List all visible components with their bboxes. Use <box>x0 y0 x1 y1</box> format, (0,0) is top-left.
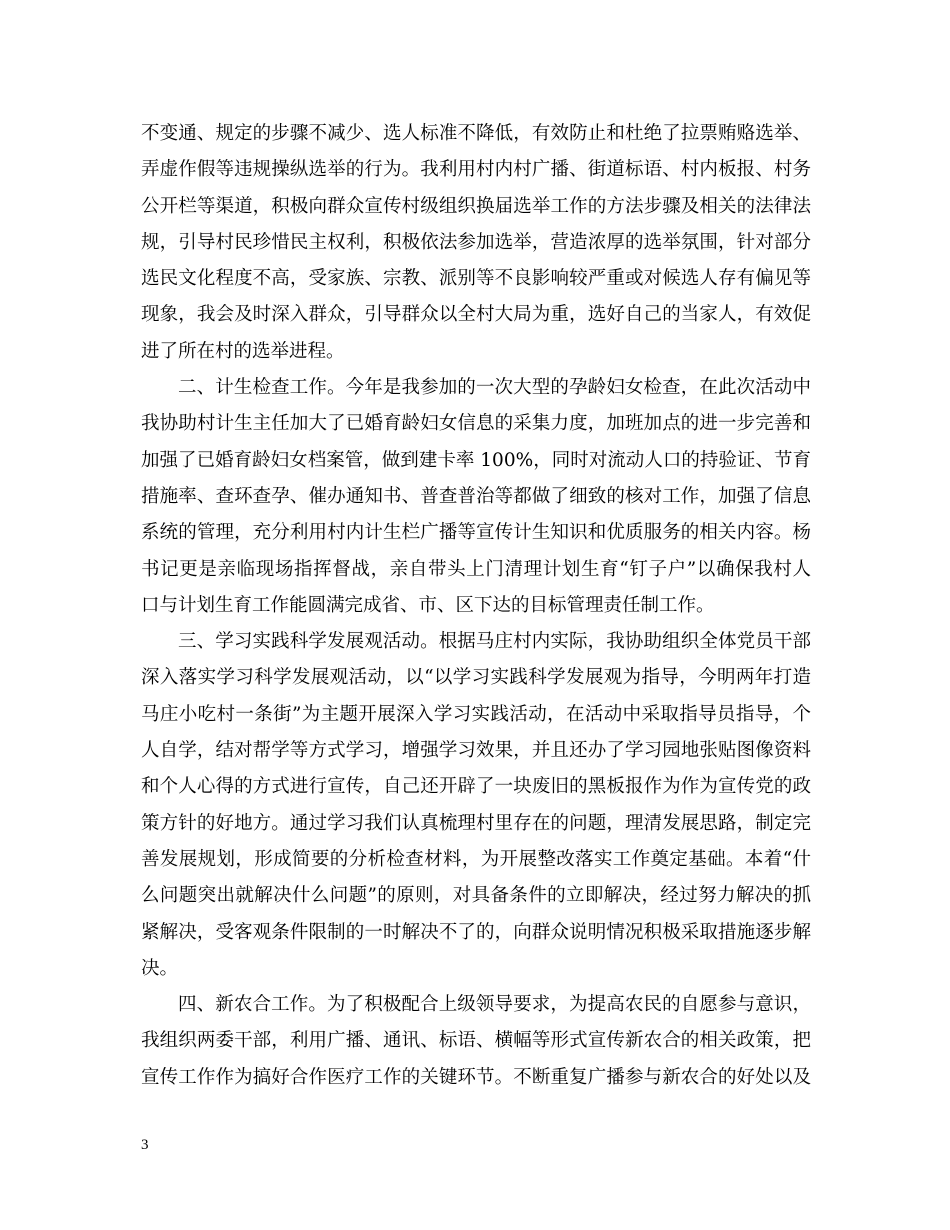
text-line: 人自学，结对帮学等方式学习，增强学习效果，并且还办了学习园地张贴图像资料 <box>141 740 811 762</box>
text-line: 我协助村计生主任加大了已婚育龄妇女信息的采集力度，加班加点的进一步完善和 <box>141 413 811 435</box>
paragraph-scientific-development <box>141 624 811 987</box>
text-line: 深入落实学习科学发展观活动，以“以学习实践科学发展观为指导，今明两年打造 <box>141 667 811 689</box>
text-line: 马庄小吃村一条街”为主题开展深入学习实践活动，在活动中采取指导员指导，个 <box>141 703 811 725</box>
document-body <box>141 116 811 1096</box>
text-line: 书记更是亲临现场指挥督战，亲自带头上门清理计划生育“钉子户”以确保我村人 <box>141 558 811 580</box>
text-line: 系统的管理，充分利用村内计生栏广播等宣传计生知识和优质服务的相关内容。杨 <box>141 522 811 544</box>
text-line: 公开栏等渠道，积极向群众宣传村级组织换届选举工作的方法步骤及相关的法律法 <box>141 195 811 217</box>
text-line: 二、计生检查工作。今年是我参加的一次大型的孕龄妇女检查，在此次活动中 <box>178 377 811 399</box>
text-line: 选民文化程度不高，受家族、宗教、派别等不良影响较严重或对候选人存有偏见等 <box>141 268 811 290</box>
text-line: 决。 <box>141 957 179 979</box>
paragraph-family-planning <box>141 370 811 624</box>
text-line: 口与计划生育工作能圆满完成省、市、区下达的目标管理责任制工作。 <box>141 594 715 616</box>
text-line: 我组织两委干部，利用广播、通讯、标语、横幅等形式宣传新农合的相关政策，把 <box>141 1030 811 1052</box>
text-line: 加强了已婚育龄妇女档案管，做到建卡率 100%，同时对流动人口的持验证、节育 <box>141 449 811 471</box>
paragraph-election <box>141 116 811 370</box>
text-line: 进了所在村的选举进程。 <box>141 340 345 362</box>
text-line: 善发展规划，形成简要的分析检查材料，为开展整改落实工作奠定基础。本着“什 <box>141 848 811 870</box>
text-line: 么问题突出就解决什么问题”的原则，对具备条件的立即解决，经过努力解决的抓 <box>141 885 811 907</box>
page-number: 3 <box>141 1137 149 1153</box>
paragraph-rural-cooperative-medical <box>141 987 811 1096</box>
text-line: 紧解决，受客观条件限制的一时解决不了的，向群众说明情况积极采取措施逐步解 <box>141 921 811 943</box>
text-line: 策方针的好地方。通过学习我们认真梳理村里存在的问题，理清发展思路，制定完 <box>141 812 811 834</box>
text-line: 宣传工作作为搞好合作医疗工作的关键环节。不断重复广播参与新农合的好处以及 <box>141 1066 811 1088</box>
text-line: 三、学习实践科学发展观活动。根据马庄村内实际，我协助组织全体党员干部 <box>178 631 811 653</box>
text-line: 措施率、查环查孕、催办通知书、普查普治等都做了细致的核对工作，加强了信息 <box>141 485 811 507</box>
text-line: 不变通、规定的步骤不减少、选人标准不降低，有效防止和杜绝了拉票贿赂选举、 <box>141 123 811 144</box>
text-line: 和个人心得的方式进行宣传，自己还开辟了一块废旧的黑板报作为作为宣传党的政 <box>141 776 811 798</box>
text-line: 现象，我会及时深入群众，引导群众以全村大局为重，选好自己的当家人，有效促 <box>141 304 811 326</box>
text-line: 弄虚作假等违规操纵选举的行为。我利用村内村广播、街道标语、村内板报、村务 <box>141 159 811 181</box>
text-line: 四、新农合工作。为了积极配合上级领导要求，为提高农民的自愿参与意识， <box>178 994 811 1016</box>
text-line: 规，引导村民珍惜民主权利，积极依法参加选举，营造浓厚的选举氛围，针对部分 <box>141 231 811 253</box>
